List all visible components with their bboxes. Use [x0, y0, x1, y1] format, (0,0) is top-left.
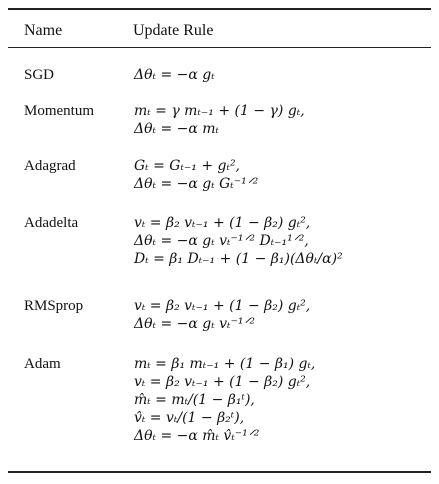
equation-line: vₜ = β₂ vₜ₋₁ + (1 − β₂) gₜ², [134, 374, 311, 390]
equation-line: vₜ = β₂ vₜ₋₁ + (1 − β₂) gₜ², [134, 298, 311, 314]
row-equations [134, 297, 310, 333]
equation-line: Gₜ = Gₜ₋₁ + gₜ², [134, 158, 241, 174]
row-equations [134, 355, 315, 445]
equation-line: vₜ = β₂ vₜ₋₁ + (1 − β₂) gₜ², [134, 215, 311, 231]
equation-line: Δθₜ = −α gₜ vₜ⁻¹ᐟ² Dₜ₋₁¹ᐟ², [134, 233, 309, 249]
equation-line: Δθₜ = −α gₜ Gₜ⁻¹ᐟ² [134, 176, 259, 192]
equation-line: m̂ₜ = mₜ/(1 − β₁ᵗ), [134, 392, 255, 408]
row-equations [134, 214, 343, 268]
row-equations [134, 102, 305, 138]
header-name: Name [24, 22, 63, 39]
row-name: Adam [24, 356, 61, 372]
equation-line: Δθₜ = −α gₜ vₜ⁻¹ᐟ² [134, 316, 256, 332]
header-update-rule: Update Rule [133, 22, 214, 39]
equation-line: v̂ₜ = vₜ/(1 − β₂ᵗ), [134, 410, 245, 426]
equation-line: Δθₜ = −α gₜ [134, 67, 215, 83]
equation-line: Δθₜ = −α m̂ₜ v̂ₜ⁻¹ᐟ² [134, 428, 260, 444]
row-name: Momentum [24, 103, 94, 119]
table-header-rule [8, 47, 431, 48]
row-name: RMSprop [24, 298, 84, 314]
row-name: Adadelta [24, 215, 79, 231]
equation-line: mₜ = γ mₜ₋₁ + (1 − γ) gₜ, [134, 103, 305, 119]
row-equations [134, 157, 258, 193]
equation-line: Δθₜ = −α mₜ [134, 121, 219, 137]
table-bottom-rule [8, 471, 431, 473]
table-top-rule [8, 8, 431, 10]
row-name: Adagrad [24, 158, 76, 174]
equation-line: mₜ = β₁ mₜ₋₁ + (1 − β₁) gₜ, [134, 356, 316, 372]
equation-line: Dₜ = β₁ Dₜ₋₁ + (1 − β₁)(Δθₜ/α)² [134, 251, 343, 267]
row-name: SGD [24, 67, 55, 83]
row-equations [134, 66, 215, 84]
